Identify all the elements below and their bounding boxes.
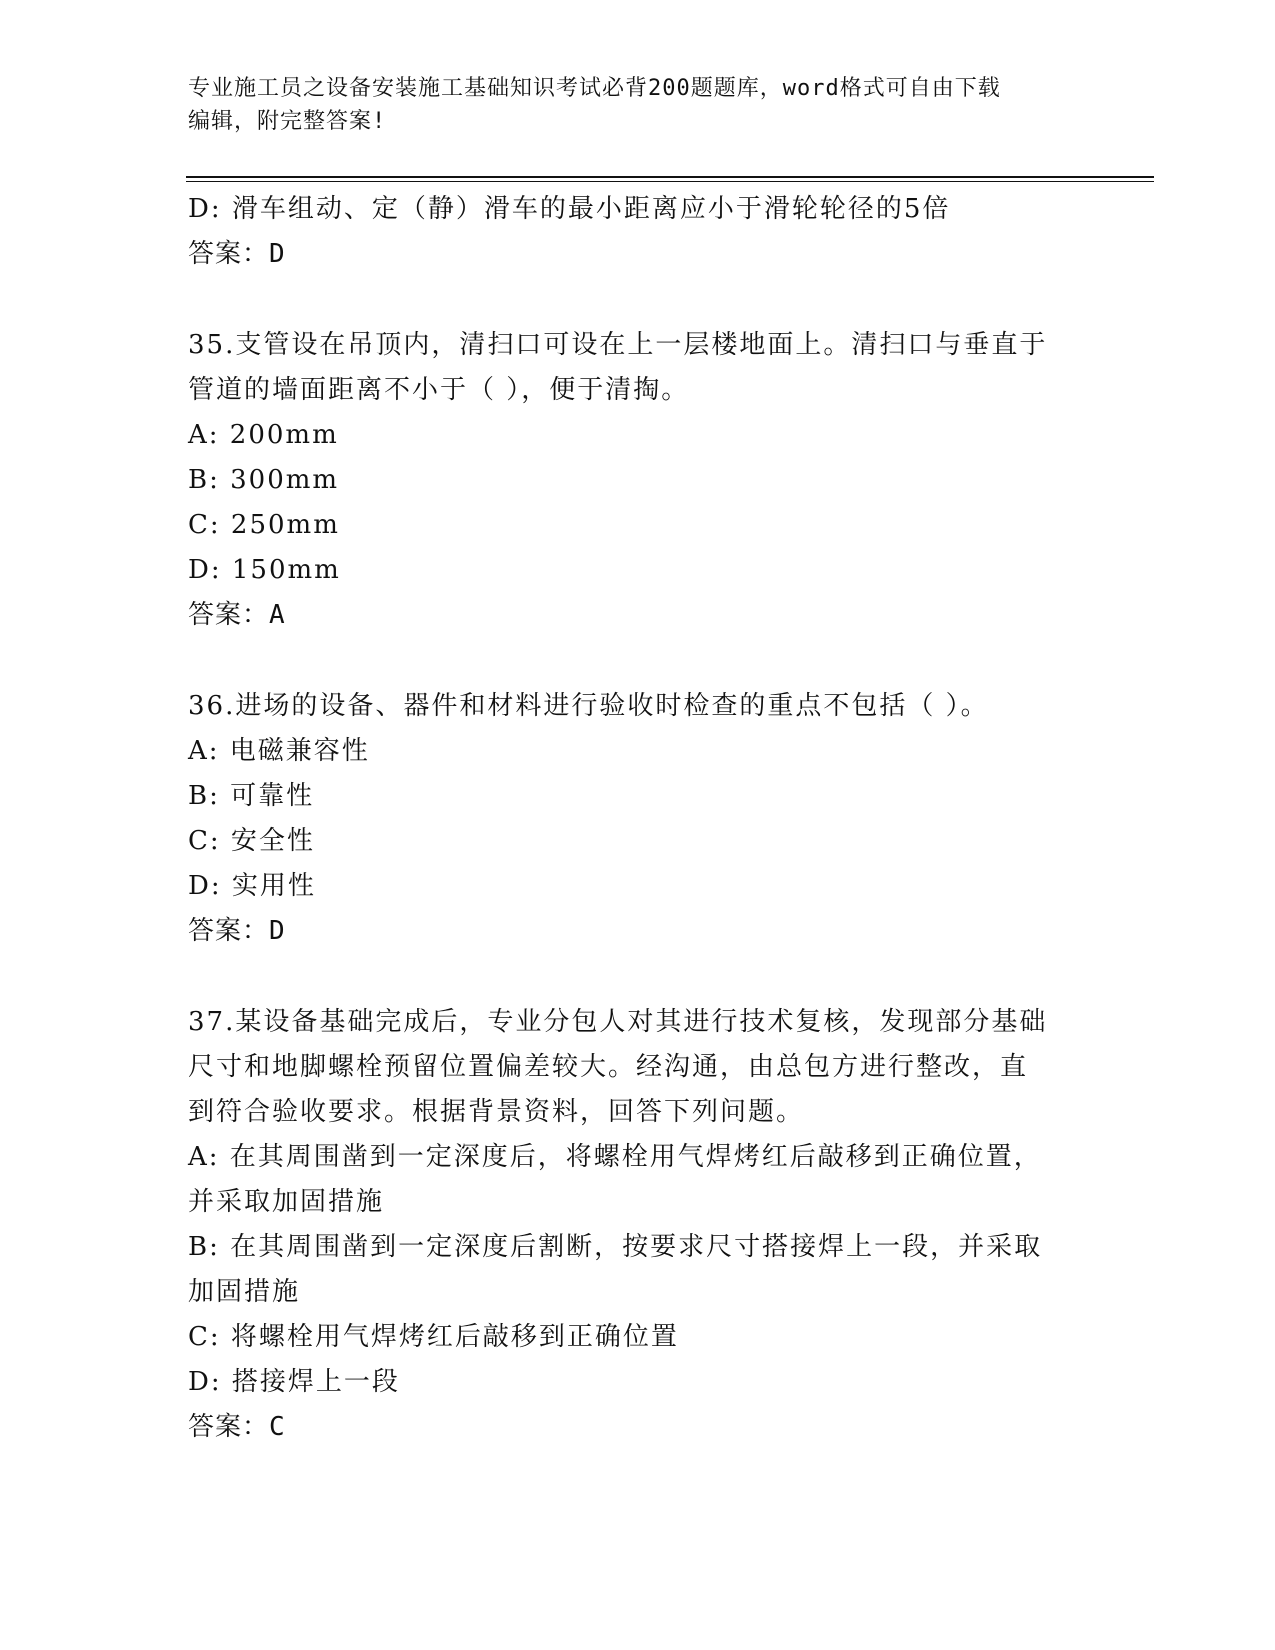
header-divider-thin — [186, 181, 1154, 182]
question-35-line-1: 35.支管设在吊顶内，清扫口可设在上一层楼地面上。清扫口与垂直于 — [188, 330, 1048, 360]
document-header — [188, 72, 1068, 138]
question-36-option-c: C: 安全性 — [188, 826, 315, 856]
question-37-option-d: D: 搭接焊上一段 — [188, 1367, 400, 1397]
question-37-answer: 答案：C — [188, 1412, 286, 1442]
spacer — [188, 277, 1088, 323]
question-36-line-1: 36.进场的设备、器件和材料进行验收时检查的重点不包括（ ）。 — [188, 691, 989, 721]
question-37-line-1: 37.某设备基础完成后，专业分包人对其进行技术复核，发现部分基础 — [188, 1007, 1048, 1037]
question-37 — [188, 1000, 1088, 1450]
question-36-option-b: B: 可靠性 — [188, 781, 315, 811]
spacer — [188, 638, 1088, 684]
question-37-line-3: 到符合验收要求。根据背景资料，回答下列问题。 — [188, 1097, 805, 1127]
question-37-option-b-cont: 加固措施 — [188, 1277, 301, 1307]
question-35-answer: 答案：A — [188, 600, 286, 630]
question-37-option-a-cont: 并采取加固措施 — [188, 1187, 385, 1217]
question-36-option-a: A: 电磁兼容性 — [188, 736, 370, 766]
question-37-option-b: B: 在其周围凿到一定深度后割断，按要求尺寸搭接焊上一段，并采取 — [188, 1232, 1043, 1262]
question-36 — [188, 684, 1088, 954]
question-35-option-b: B: 300mm — [188, 465, 340, 495]
question-36-answer: 答案：D — [188, 916, 286, 946]
header-divider-thick — [186, 176, 1154, 178]
question-37-line-2: 尺寸和地脚螺栓预留位置偏差较大。经沟通，由总包方进行整改，直 — [188, 1052, 1029, 1082]
question-36-option-d: D: 实用性 — [188, 871, 316, 901]
prev-answer: 答案：D — [188, 239, 286, 269]
question-37-option-a: A: 在其周围凿到一定深度后，将螺栓用气焊烤红后敲移到正确位置， — [188, 1142, 1042, 1172]
spacer — [188, 954, 1088, 1000]
prev-option-d: D: 滑车组动、定（静）滑车的最小距离应小于滑轮轮径的5倍 — [188, 194, 951, 224]
header-line-2: 编辑，附完整答案! — [188, 109, 387, 134]
question-35-option-a: A: 200mm — [188, 420, 339, 450]
question-content — [188, 187, 1088, 1450]
question-35-option-d: D: 150mm — [188, 555, 341, 585]
question-35-line-2: 管道的墙面距离不小于（ ），便于清掏。 — [188, 375, 690, 405]
header-line-1: 专业施工员之设备安装施工基础知识考试必背200题题库，word格式可自由下载 — [188, 76, 1001, 101]
question-35 — [188, 323, 1088, 638]
question-37-option-c: C: 将螺栓用气焊烤红后敲移到正确位置 — [188, 1322, 679, 1352]
question-35-option-c: C: 250mm — [188, 510, 340, 540]
